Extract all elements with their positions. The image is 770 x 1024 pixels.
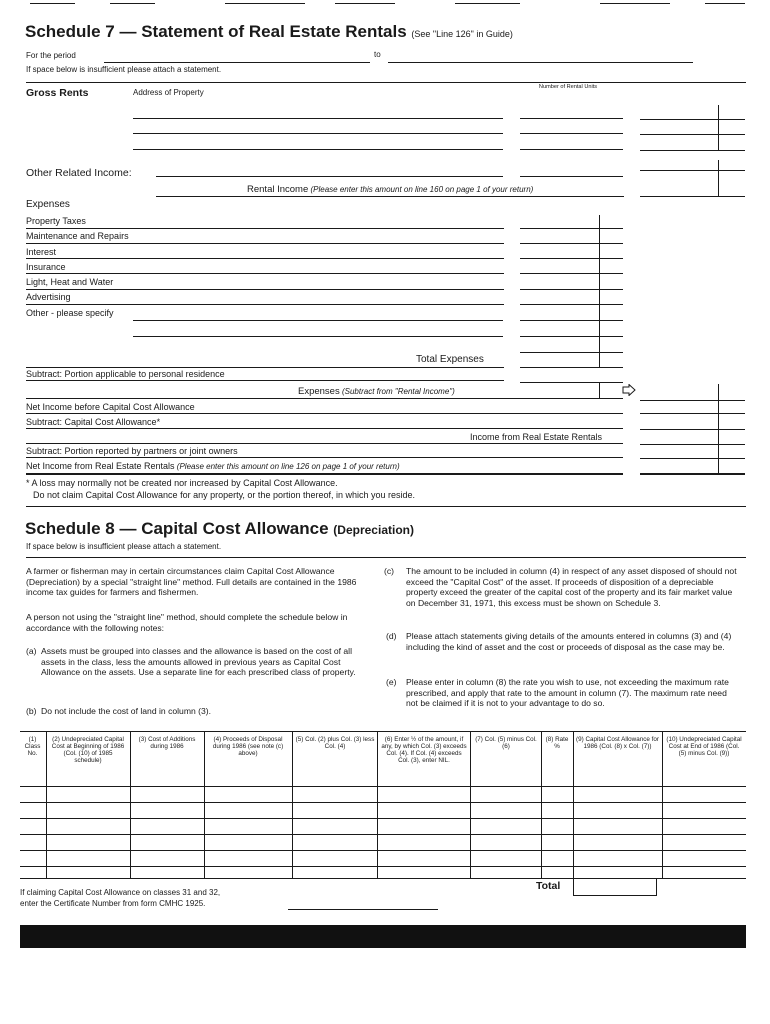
schedule7-title: Schedule 7 — Statement of Real Estate Rentals (See "Line 126" in Guide): [25, 22, 513, 41]
expense-item-utilities: Light, Heat and Water: [26, 277, 114, 287]
number-of-rental-units-label: Number of Rental Units: [538, 84, 598, 90]
expense-item-interest: Interest: [26, 247, 57, 257]
footnote-loss: * A loss may normally not be created nor increased by Capital Cost Allowance.: [26, 478, 338, 488]
schedule8-space-note: If space below is insufficient please attach a statement.: [26, 542, 222, 551]
note-a-label: (a): [26, 646, 37, 656]
subtract-partners-label: Subtract: Portion reported by partners or joint owners: [26, 446, 238, 456]
expense-item-insurance: Insurance: [26, 262, 66, 272]
total-expenses-label: Total Expenses: [416, 354, 484, 365]
period-to-label: to: [374, 50, 381, 59]
rental-income-line: Rental Income (Please enter this amount on line 160 on page 1 of your return): [247, 184, 534, 195]
cca-total-box[interactable]: [573, 879, 657, 896]
expense-item-maintenance: Maintenance and Repairs: [26, 231, 129, 241]
bottom-black-band: [20, 925, 746, 948]
col-8-header: (8) Rate %: [545, 736, 569, 750]
net-income-before-cca-label: Net Income before Capital Cost Allowance: [26, 402, 195, 412]
expense-item-advertising: Advertising: [26, 292, 71, 302]
expenses-heading: Expenses: [26, 199, 70, 210]
note-d-label: (d): [386, 631, 397, 641]
subtract-personal-residence-label: Subtract: Portion applicable to personal residence: [26, 369, 225, 379]
total-label: Total: [536, 880, 561, 892]
col-4-header: (4) Proceeds of Disposal during 1986 (see note (c) above): [212, 736, 284, 757]
schedule8-intro: A farmer or fisherman may in certain circumstances claim Capital Cost Allowance (Depreciation) by a special "straight line" method. Full details are contained in the 1986 income tax guides for farmers and fishermen.: [26, 566, 357, 598]
col-6-header: (6) Enter ½ of the amount, if any, by which Col. (3) exceeds Col. (4). If Col. (4) exceeds Col. (3), enter NIL.: [381, 736, 467, 764]
arrow-right-icon: [622, 383, 636, 401]
col-5-header: (5) Col. (2) plus Col. (3) less Col. (4): [295, 736, 375, 750]
cmhc-note-line2: enter the Certificate Number from form CMHC 1925.: [20, 899, 206, 908]
schedule8-intro-2: A person not using the "straight line" method, should complete the schedule below in accordance with the following notes:: [26, 612, 348, 633]
address-of-property-label: Address of Property: [133, 88, 204, 97]
note-a-text: Assets must be grouped into classes and the allowance is based on the cost of all assets in the class, less the amounts allowed in previous years as Capital Cost Allowance on the assets. Use a separate line for each prescribed class of property.: [41, 646, 356, 678]
net-income-rentals-line: Net Income from Real Estate Rentals (Please enter this amount on line 126 on page 1 of your return): [26, 461, 400, 471]
gross-rents-heading: Gross Rents: [26, 87, 89, 99]
subtract-cca-label: Subtract: Capital Cost Allowance*: [26, 417, 161, 427]
note-d-text: Please attach statements giving details of the amounts entered in columns (3) and (4) including the kind of asset and the cost or proceeds of disposal as the case may be.: [406, 631, 732, 652]
expenses-subtract-line: Expenses (Subtract from "Rental Income"): [298, 386, 455, 397]
cmhc-note-line1: If claiming Capital Cost Allowance on classes 31 and 32,: [20, 888, 221, 897]
cmhc-certificate-field[interactable]: [288, 899, 438, 910]
for-the-period-label: For the period: [26, 51, 76, 60]
col-7-header: (7) Col. (5) minus Col. (6): [475, 736, 537, 750]
note-e-text: Please enter in column (8) the rate you wish to use, not exceeding the maximum rate prescribed, and apply that rate to the amount in column (7). The maximum rate need not be claimed if it is not to your advantage to do so.: [406, 677, 729, 709]
expense-item-property-taxes: Property Taxes: [26, 216, 86, 226]
period-start-field[interactable]: [104, 52, 370, 63]
footnote-residence: Do not claim Capital Cost Allowance for any property, or the portion thereof, in which you reside.: [33, 490, 416, 500]
schedule7-space-note: If space below is insufficient please attach a statement.: [26, 65, 222, 74]
note-b-text: Do not include the cost of land in column (3).: [41, 706, 212, 716]
col-3-header: (3) Cost of Additions during 1986: [138, 736, 196, 750]
other-related-income-label: Other Related Income:: [26, 167, 132, 179]
period-end-field[interactable]: [388, 52, 693, 63]
col-2-header: (2) Undepreciated Capital Cost at Beginning of 1986 (Col. (10) of 1985 schedule): [51, 736, 125, 764]
note-e-label: (e): [386, 677, 397, 687]
schedule8-title: Schedule 8 — Capital Cost Allowance (Depreciation): [25, 519, 414, 538]
note-c-label: (c): [384, 566, 395, 576]
income-from-rentals-label: Income from Real Estate Rentals: [470, 432, 603, 442]
col-10-header: (10) Undepreciated Capital Cost at End of 1986 (Col. (5) minus Col. (9)): [666, 736, 742, 757]
expense-item-other: Other - please specify: [26, 308, 114, 318]
col-1-header: (1) Class No.: [24, 736, 41, 757]
col-9-header: (9) Capital Cost Allowance for 1986 (Col. (8) x Col. (7)): [576, 736, 659, 750]
note-b-label: (b): [26, 706, 37, 716]
note-c-text: The amount to be included in column (4) in respect of any asset disposed of should not exceed the "Capital Cost" of the asset. If proceeds of disposition of a depreciable property exceed the greater of the capital cost of the property and its fair market value on December 31, 1971, this excess must be shown on Schedule 3.: [406, 566, 737, 608]
